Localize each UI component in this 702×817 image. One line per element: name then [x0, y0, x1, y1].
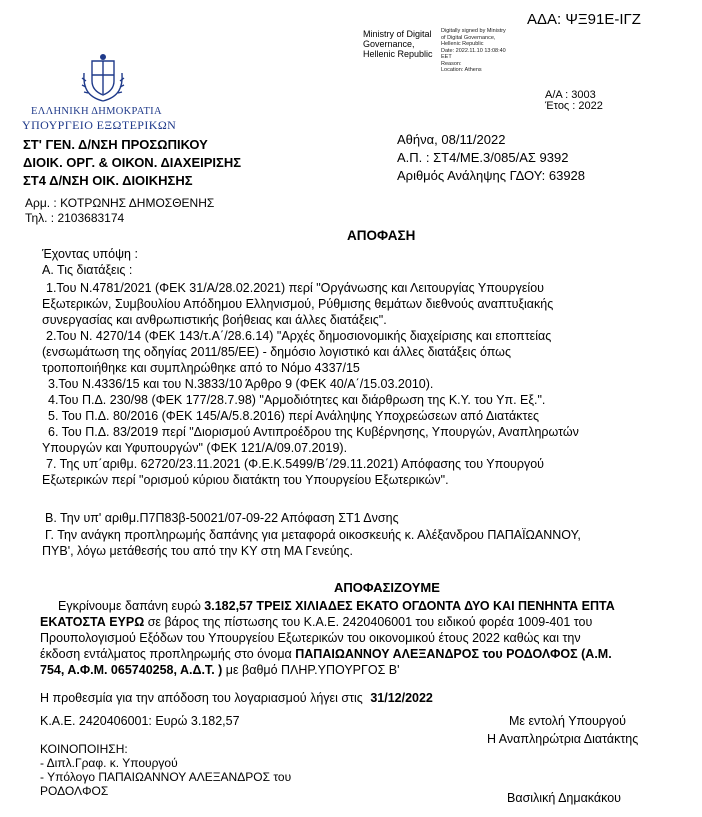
approval-line — [40, 662, 690, 678]
section-c-line: ΠΥΒ', λόγω μετάθεσής του από την ΚΥ στη ΜΑ Γενεύης. — [42, 544, 353, 558]
notification-line: ΡΟΔΟΛΦΟΣ — [40, 784, 109, 798]
signature-ministry-line: Hellenic Republic — [363, 49, 433, 59]
approval-line: Προυπολογισμού Εξόδων του Υπουργείου Εξωτερικών του οικονομικού έτους 2022 καθώς και την — [40, 631, 581, 645]
approval-line — [40, 646, 690, 662]
aa-number: Α/Α : 3003 — [545, 89, 596, 101]
provision-line: (ενσωμάτωση της οδηγίας 2011/85/ΕΕ) - δημόσιο λογιστικό και άλλες διατάξεις όπως — [42, 345, 511, 359]
provision-item — [42, 280, 692, 328]
provision-item — [42, 456, 692, 488]
telephone: Τηλ. : 2103683174 — [25, 211, 125, 225]
signatory-name: Βασιλική Δημακάκου — [507, 791, 622, 805]
department-line: ΣΤ' ΓΕΝ. Δ/ΝΣΗ ΠΡΟΣΩΠΙΚΟΥ — [23, 137, 208, 152]
deadline-text: Η προθεσμία για την απόδοση του λογαριασμού λήγει στις — [40, 691, 363, 705]
provision-line: 3.Του Ν.4336/15 και του Ν.3833/10 Άρθρο 9 (ΦΕΚ 40/Α΄/15.03.2010). — [48, 377, 434, 391]
provision-line: 4.Του Π.Δ. 230/98 (ΦΕΚ 177/28.7.98) "Αρμοδιότητες και διάρθρωση της Κ.Υ. του Υπ. Εξ.". — [48, 393, 546, 407]
responsible-person: Αρμ. : ΚΟΤΡΩΝΗΣ ΔΗΜΟΣΘΕΝΗΣ — [25, 196, 215, 210]
signature-ministry — [363, 29, 433, 59]
signature-detail-line: Location: Athens — [441, 67, 482, 73]
approval-paragraph — [40, 598, 690, 678]
section-c-line: Γ. Την ανάγκη προπληρωμής δαπάνης για μεταφορά οικοσκευής κ. Αλέξανδρου ΠΑΠΑΪΩΑΝΝΟΥ, — [45, 528, 581, 542]
provision-item — [42, 328, 692, 376]
signature-detail-line: Reason: — [441, 60, 462, 67]
document-date: Αθήνα, 08/11/2022 — [397, 132, 506, 147]
ministry-name: ΥΠΟΥΡΓΕΙΟ ΕΞΩΤΕΡΙΚΩΝ — [22, 118, 177, 132]
provision-line: 1.Του Ν.4781/2021 (ΦΕΚ 31/Α/28.02.2021) περί "Οργάνωσης και Λειτουργίας Υπουργείου — [46, 281, 544, 295]
signature-ministry-line: Ministry of Digital — [363, 29, 432, 39]
approval-text: σε βάρος της πίστωσης του Κ.Α.Ε. 2420406001 του ειδικού φορέα 1009-401 του — [144, 615, 593, 629]
approval-line — [40, 614, 690, 630]
greek-coat-of-arms-icon — [77, 51, 129, 107]
department-block — [23, 136, 241, 190]
gdoy-number: Αριθμός Ανάληψης ΓΔΟΥ: 63928 — [397, 168, 586, 183]
republic-name: ΕΛΛΗΝΙΚΗ ΔΗΜΟΚΡΑΤΙΑ — [31, 106, 162, 117]
signature-detail-line: of Digital Governance, — [441, 34, 496, 41]
provisions-list — [42, 280, 692, 488]
notification-line: - Υπόλογο ΠΑΠΑΙΩΑΝΝΟΥ ΑΛΕΞΑΝΔΡΟΣ του — [40, 770, 292, 784]
signature-detail-line: EET — [441, 54, 452, 60]
deadline-date: 31/12/2022 — [370, 691, 433, 705]
notification-block — [40, 742, 291, 798]
signature-ministry-line: Governance, — [363, 39, 415, 49]
department-line: ΔΙΟΙΚ. ΟΡΓ. & ΟΙΚΟΝ. ΔΙΑΧΕΙΡΙΣΗΣ — [23, 155, 242, 170]
decide-title: ΑΠΟΦΑΣΙΖΟΥΜΕ — [334, 580, 440, 595]
signature-detail-line: Hellenic Republic — [441, 41, 484, 47]
provision-line: 6. Του Π.Δ. 83/2019 περί "Διορισμού Αντιπροέδρου της Κυβέρνησης, Υπουργών, Αναπληρωτών — [48, 425, 579, 439]
notification-line: - Διπλ.Γραφ. κ. Υπουργού — [40, 756, 178, 770]
provision-item — [42, 424, 692, 456]
section-a-label: Α. Τις διατάξεις : — [42, 263, 133, 277]
kae-amount: Κ.Α.Ε. 2420406001: Ευρώ 3.182,57 — [40, 714, 240, 728]
decision-title: ΑΠΟΦΑΣΗ — [347, 228, 416, 243]
considering-label: Έχοντας υπόψη : — [42, 247, 138, 261]
provision-line: Εξωτερικών, Συμβουλίου Απόδημου Ελληνισμού, Ρύθμισης θεμάτων διεθνούς αναπτυξιακής — [42, 297, 554, 311]
provision-line: συνεργασίας και ανθρωπιστικής βοήθειας και άλλες διατάξεις". — [42, 313, 387, 327]
provision-line: 7. Της υπ΄αριθμ. 62720/23.11.2021 (Φ.Ε.Κ.5499/Β΄/29.11.2021) Απόφασης του Υπουργού — [46, 457, 545, 471]
provision-item — [42, 408, 692, 424]
signature-detail-line: Date: 2022.11.10 13:08:40 — [441, 47, 506, 54]
provision-item — [42, 376, 692, 392]
signature-details — [441, 28, 506, 74]
section-b: Β. Την υπ' αριθμ.Π7Π83β-50021/07-09-22 Απόφαση ΣΤ1 Δνσης — [45, 511, 399, 525]
approval-text: με βαθμό ΠΛΗΡ.ΥΠΟΥΡΓΟΣ Β' — [222, 663, 400, 677]
approval-line — [40, 598, 690, 614]
approval-amount-words: ΕΚΑΤΟΣΤΑ ΕΥΡΩ — [40, 615, 145, 629]
approval-text: Εγκρίνουμε δαπάνη ευρώ — [58, 599, 205, 613]
approval-amount: 3.182,57 ΤΡΕΙΣ ΧΙΛΙΑΔΕΣ ΕΚΑΤΟ ΟΓΔΟΝΤΑ ΔΥΟ ΚΑΙ ΠΕΝΗΝΤΑ ΕΠΤΑ — [204, 599, 615, 613]
provision-item — [42, 392, 692, 408]
provision-line: Εξωτερικών περί "ορισμού κύριου διατάκτη του Υπουργείου Εξωτερικών". — [42, 473, 449, 487]
protocol-block — [397, 131, 585, 185]
deadline-line — [40, 690, 433, 706]
ada-code: ΑΔΑ: ΨΞ91Ε-ΙΓΖ — [527, 11, 641, 28]
beneficiary-name: ΠΑΠΑΙΩΑΝΝΟΥ ΑΛΕΞΑΝΔΡΟΣ του ΡΟΔΟΛΦΟΣ (Α.Μ. — [295, 647, 612, 661]
year: Έτος : 2022 — [545, 100, 603, 112]
department-line: ΣΤ4 Δ/ΝΣΗ ΟΙΚ. ΔΙΟΙΚΗΣΗΣ — [23, 173, 193, 188]
contact-block — [25, 196, 214, 226]
provision-line: Υπουργών και Υφυπουργών" (ΦΕΚ 121/Α/09.07.2019). — [42, 441, 348, 455]
section-c — [42, 527, 695, 559]
protocol-number: Α.Π. : ΣΤ4/ΜΕ.3/085/ΑΣ 9392 — [397, 150, 569, 165]
provision-line: 2.Του Ν. 4270/14 (ΦΕΚ 143/τ.Α΄/28.6.14) "Αρχές δημοσιονομικής διαχείρισης και εποπτείας — [46, 329, 552, 343]
provision-line: τροποποιήθηκε και συμπληρώθηκε από το Νόμο 4337/15 — [42, 361, 360, 375]
by-order: Με εντολή Υπουργού — [509, 714, 626, 728]
notification-title: ΚΟΙΝΟΠΟΙΗΣΗ: — [40, 742, 128, 756]
deputy-title: Η Αναπληρώτρια Διατάκτης — [487, 732, 639, 746]
approval-text: έκδοση εντάλματος προπληρωμής στο όνομα — [40, 647, 296, 661]
signature-detail-line: Digitally signed by Ministry — [441, 28, 506, 34]
provision-line: 5. Του Π.Δ. 80/2016 (ΦΕΚ 145/Α/5.8.2016) περί Ανάληψης Υποχρεώσεων από Διατάκτες — [48, 409, 540, 423]
beneficiary-ids: 754, Α.Φ.Μ. 065740258, Α.Δ.Τ. ) — [40, 663, 223, 677]
